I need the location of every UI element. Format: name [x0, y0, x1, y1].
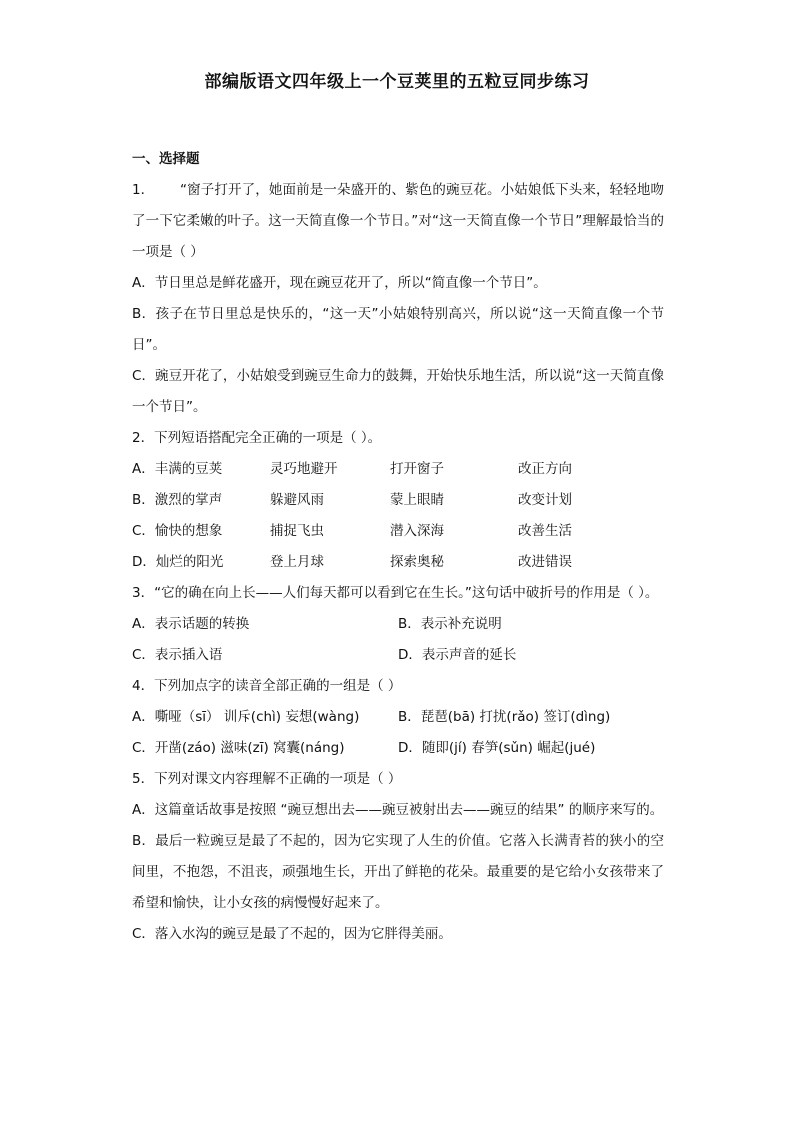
- question-1-number: 1．: [132, 182, 155, 198]
- q3-option-c: C．表示插入语: [132, 647, 223, 663]
- q2-c-1: C．愉快的想象: [132, 523, 223, 539]
- q4-option-d: D．随即(jí) 春笋(sǔn) 崛起(jué): [398, 740, 596, 756]
- question-3-row-1: [132, 609, 664, 640]
- question-1-option-b: B．孩子在节日里总是快乐的，“这一天”小姑娘特别高兴，所以说“这一天简直像一个节日”。: [132, 306, 664, 353]
- question-3-row-2: [132, 640, 664, 671]
- q2-a-2: 灵巧地避开: [270, 461, 338, 477]
- question-5-option-c: C．落入水沟的豌豆是最了不起的，因为它胖得美丽。: [132, 926, 452, 942]
- q2-a-1: A．丰满的豆荚: [132, 461, 223, 477]
- q2-b-4: 改变计划: [518, 492, 572, 508]
- q2-c-4: 改善生活: [518, 523, 572, 539]
- question-2-row-d: [132, 547, 664, 578]
- q2-d-3: 探索奥秘: [390, 554, 444, 570]
- question-4-stem: 4．下列加点字的读音全部正确的一组是（ ）: [132, 678, 402, 694]
- question-1: [132, 175, 664, 268]
- question-4-row-1: [132, 702, 664, 733]
- q4-option-b: B．琵琶(bā) 打扰(rǎo) 签订(dìng): [398, 709, 611, 725]
- q2-c-3: 潜入深海: [390, 523, 444, 539]
- q2-d-1: D．灿烂的阳光: [132, 554, 224, 570]
- question-3-stem: 3．“它的确在向上长——人们每天都可以看到它在生长。”这句话中破折号的作用是（ ）。: [132, 585, 659, 601]
- question-2-stem: 2．下列短语搭配完全正确的一项是（ ）。: [132, 430, 382, 446]
- question-1-stem: “窗子打开了，她面前是一朵盛开的、紫色的豌豆花。小姑娘低下头来，轻轻地吻了一下它柔嫩的叶子。这一天简直像一个节日。”对“这一天简直像一个节日”理解最恰当的一项是（ ）: [132, 182, 664, 260]
- question-2-row-c: [132, 516, 664, 547]
- question-5-stem: 5．下列对课文内容理解不正确的一项是（ ）: [132, 771, 402, 787]
- question-5-option-a: A．这篇童话故事是按照 “豌豆想出去——豌豆被射出去——豌豆的结果” 的顺序来写的。: [132, 802, 664, 818]
- question-5-option-b: B．最后一粒豌豆是最了不起的，因为它实现了人生的价值。它落入长满青苔的狭小的空间里，不抱怨，不沮丧，顽强地生长，开出了鲜艳的花朵。最重要的是它给小女孩带来了希望和愉快，让小女孩的病慢慢好起来了。: [132, 833, 664, 911]
- q4-option-a: A．嘶哑（sī） 训斥(chì) 妄想(wàng): [132, 709, 360, 725]
- content: [132, 144, 664, 950]
- question-1-option-c: C．豌豆开花了，小姑娘受到豌豆生命力的鼓舞，开始快乐地生活，所以说“这一天简直像一个节日”。: [132, 368, 664, 415]
- q2-c-2: 捕捉飞虫: [270, 523, 324, 539]
- question-1-option-a: A．节日里总是鲜花盛开，现在豌豆花开了，所以“简直像一个节日”。: [132, 275, 547, 291]
- section-heading: 一、选择题: [132, 151, 200, 167]
- q3-option-b: B．表示补充说明: [398, 616, 502, 632]
- document-title: 部编版语文四年级上一个豆荚里的五粒豆同步练习: [204, 72, 590, 92]
- q2-b-2: 躲避风雨: [270, 492, 324, 508]
- question-2-row-a: [132, 454, 664, 485]
- q2-a-4: 改正方向: [518, 461, 572, 477]
- q2-d-4: 改进错误: [518, 554, 572, 570]
- q3-option-d: D．表示声音的延长: [398, 647, 517, 663]
- question-4-row-2: [132, 733, 664, 764]
- q2-d-2: 登上月球: [270, 554, 324, 570]
- q2-a-3: 打开窗子: [390, 461, 444, 477]
- question-2-row-b: [132, 485, 664, 516]
- q4-option-c: C．开凿(záo) 滋味(zī) 窝囊(náng): [132, 740, 345, 756]
- q2-b-1: B．激烈的掌声: [132, 492, 223, 508]
- q2-b-3: 蒙上眼睛: [390, 492, 444, 508]
- q3-option-a: A．表示话题的转换: [132, 616, 250, 632]
